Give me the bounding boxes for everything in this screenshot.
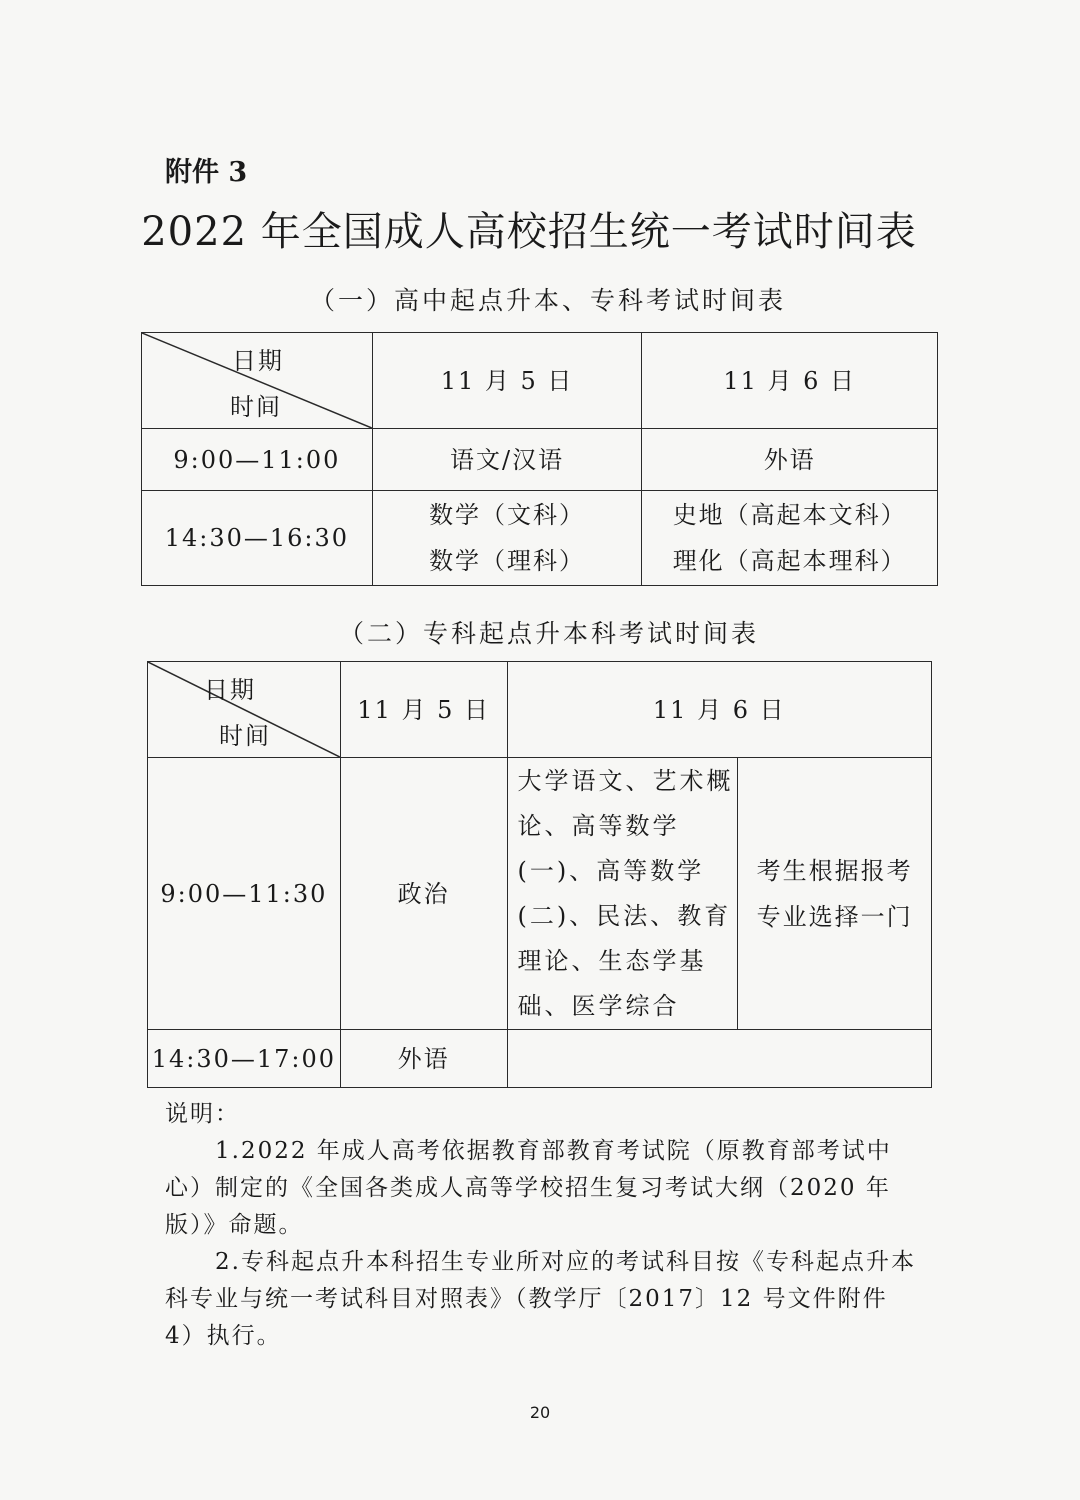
table1	[141, 332, 938, 586]
subject-line: 理论、生态学基	[517, 946, 707, 975]
subject-line: 数学（理科）	[429, 547, 586, 575]
table1-row1-day2: 外语	[642, 429, 938, 491]
table2-corner-header	[148, 662, 341, 758]
table1-row2-day2	[642, 491, 938, 586]
table2-day2-header: 11 月 6 日	[507, 662, 931, 758]
notes-section	[165, 1096, 925, 1355]
table2-row1-time: 9:00—11:30	[148, 758, 341, 1030]
note-item: 1.2022 年成人高考依据教育部教育考试院（原教育部考试中心）制定的《全国各类成人高等学校招生复习考试大纲（2020 年版）》命题。	[165, 1138, 892, 1238]
subject-line: 史地（高起本文科）	[672, 501, 907, 529]
table2-row1-day1: 政治	[340, 758, 507, 1030]
table2-row1-day2-note	[738, 758, 932, 1030]
table2-caption: （二）专科起点升本科考试时间表	[338, 619, 759, 648]
table2-day1-header: 11 月 5 日	[340, 662, 507, 758]
table2	[147, 661, 932, 1088]
table2-row1-day2-subjects	[507, 758, 738, 1030]
subject-line: 础、医学综合	[517, 991, 680, 1020]
corner-date-label: 日期	[232, 347, 284, 375]
corner-date-label: 日期	[204, 676, 256, 704]
table1-row1-time: 9:00—11:00	[142, 429, 373, 491]
subject-line: 数学（文科）	[429, 501, 586, 529]
table2-row2-time: 14:30—17:00	[148, 1030, 341, 1088]
subject-line: (二)、民法、教育	[517, 901, 732, 930]
table1-row2-day1	[372, 491, 642, 586]
table1-caption: （一）高中起点升本、专科考试时间表	[309, 286, 786, 315]
note-item: 2.专科起点升本科招生专业所对应的考试科目按《专科起点升本科专业与统一考试科目对照表》（教学厅〔2017〕12 号文件附件 4）执行。	[165, 1249, 916, 1349]
table2-row2-day1: 外语	[340, 1030, 507, 1088]
corner-time-label: 时间	[219, 722, 271, 750]
attachment-label: 附件 3	[165, 157, 248, 188]
table1-row1-day1: 语文/汉语	[372, 429, 642, 491]
table1-corner-header	[142, 333, 373, 429]
subject-line: 理化（高起本理科）	[672, 547, 907, 575]
page-number: 20	[529, 1403, 551, 1422]
table1-row2-time: 14:30—16:30	[142, 491, 373, 586]
note-line: 考生根据报考	[756, 856, 913, 885]
table1-day1-header: 11 月 5 日	[372, 333, 642, 429]
subject-line: 论、高等数学	[517, 811, 680, 840]
document-title: 2022 年全国成人高校招生统一考试时间表	[141, 209, 917, 255]
note-line: 专业选择一门	[756, 902, 913, 931]
corner-time-label: 时间	[230, 393, 282, 421]
subject-line: (一)、高等数学	[517, 856, 705, 885]
subject-line: 大学语文、艺术概	[517, 766, 734, 795]
notes-heading: 说明：	[165, 1101, 240, 1127]
table1-day2-header: 11 月 6 日	[642, 333, 938, 429]
table2-row2-day2	[507, 1030, 931, 1088]
